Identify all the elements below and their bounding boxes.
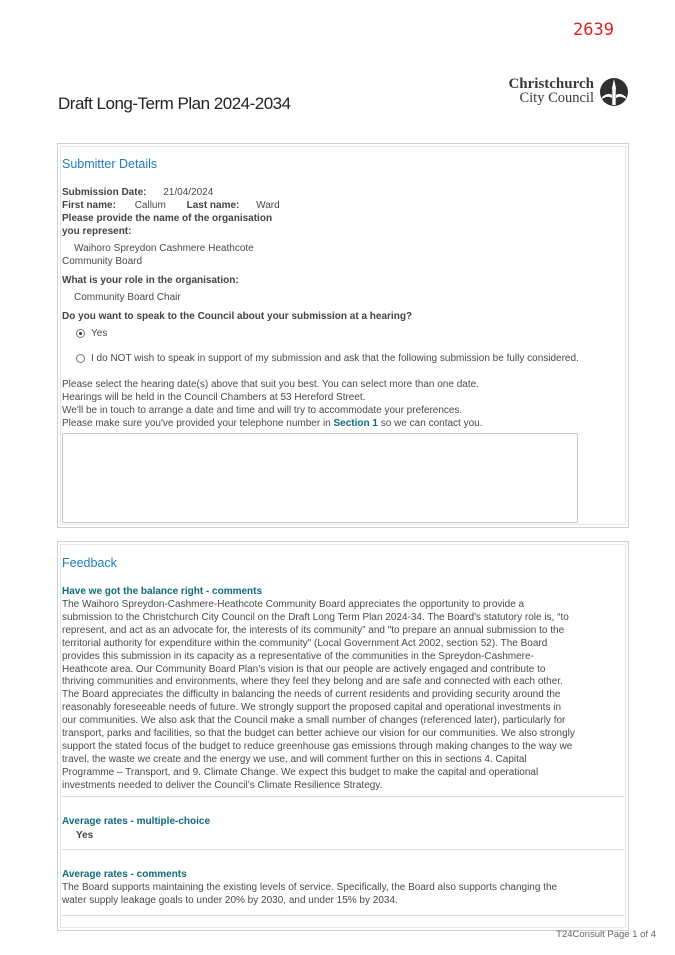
q2-title: Average rates - multiple-choice <box>62 816 211 827</box>
page-footer: T24Consult Page 1 of 4 <box>556 929 656 940</box>
document-title: Draft Long-Term Plan 2024-2034 <box>58 94 291 113</box>
submitter-details-title: Submitter Details <box>62 157 158 171</box>
org-question-line2: you represent: <box>62 226 132 237</box>
radio-selected-icon[interactable] <box>76 329 85 338</box>
divider <box>62 849 624 850</box>
q1-line: territorial authority for expenditure within the community" (Local Government Act 2002, section 52). The Board <box>62 637 548 649</box>
option-yes[interactable] <box>76 327 107 340</box>
q3-comment <box>62 882 582 908</box>
q1-comment <box>62 599 582 793</box>
q1-line: investments needed to deliver the Council’s Climate Resilience Strategy. <box>62 779 383 791</box>
first-name-label: First name: <box>62 200 116 211</box>
org-answer-line1: Waihoro Spreydon Cashmere Heathcote <box>74 243 254 254</box>
hearing-note-line4 <box>62 417 483 430</box>
last-name-label: Last name: <box>186 200 240 211</box>
name-row <box>62 199 280 212</box>
q1-line: represent, and act as an advocate for, the interests of its community” and "to prepare an annual submission to the <box>62 624 565 636</box>
q1-line: provides this submission in its capacity as a representative of the communities in the Spreydon-Cashmere- <box>62 650 534 662</box>
hearing-question: Do you want to speak to the Council about your submission at a hearing? <box>62 311 413 322</box>
q1-line: our communities. We also ask that the Council make a small number of changes (referenced later), particularly for <box>62 715 566 727</box>
council-logo <box>499 76 629 108</box>
q1-line: travel, the waste we create and the energy we use, and will comment further on this in sections 4. Capital <box>62 753 527 765</box>
submission-date-label: Submission Date: <box>62 187 147 198</box>
hearing-dates-field[interactable] <box>62 433 578 523</box>
hearing-note-line1: Please select the hearing date(s) above that suit you best. You can select more than one date. <box>62 379 479 390</box>
org-question-line1: Please provide the name of the organisation <box>62 213 273 224</box>
divider <box>62 796 624 797</box>
note-line4-prefix: Please make sure you've provided your telephone number in <box>62 418 334 429</box>
option-yes-label: Yes <box>91 328 108 339</box>
hearing-note-line2: Hearings will be held in the Council Chambers at 53 Hereford Street. <box>62 392 366 403</box>
logo-line2: City Council <box>519 90 594 106</box>
radio-unselected-icon[interactable] <box>76 354 85 363</box>
q1-line: reasonably foreseeable needs of future. We strongly support the proposed capital and operational investments in <box>62 702 562 714</box>
feedback-panel <box>57 541 629 931</box>
note-line4-suffix: so we can contact you. <box>377 418 483 429</box>
q1-line: transport, parks and facilities, so that the budget can better achieve our vision for our communities. We also strongly <box>62 728 575 740</box>
cathedral-logo-icon <box>599 77 629 107</box>
role-question: What is your role in the organisation: <box>62 275 239 286</box>
q1-line: The Board appreciates the difficulty in balancing the needs of current residents and providing security around the <box>62 689 561 701</box>
hearing-note-line3: We'll be in touch to arrange a date and time and will try to accommodate your preferences. <box>62 405 463 416</box>
submitter-details-panel <box>57 143 629 528</box>
q2-answer: Yes <box>76 830 94 841</box>
submission-date-value: 21/04/2024 <box>163 187 214 198</box>
q3-line: The Board supports maintaining the existing levels of service. Specifically, the Board also supports changing the <box>62 882 558 893</box>
section-1-link[interactable]: Section 1 <box>333 418 378 429</box>
q1-title: Have we got the balance right - comments <box>62 586 263 597</box>
q1-line: The Waihoro Spreydon-Cashmere-Heathcote Community Board appreciates the opportunity to provide a <box>62 599 525 610</box>
q1-line: Heathcote area. Our Community Board Plan’s vision is that our people are actively engaged and contribute to <box>62 663 546 675</box>
q3-title: Average rates - comments <box>62 869 187 880</box>
q3-line: water supply leakage goals to under 20% by 2030, and under 15% by 2034. <box>62 894 398 906</box>
submission-date-row <box>62 186 213 199</box>
q1-line: Programme – Transport, and 9. Climate Change. We expect this budget to make the capital and operational <box>62 766 539 778</box>
q1-line: submission to the Christchurch City Council on the Draft Long Term Plan 2024-34. The Board's statutory role is, “to <box>62 611 569 623</box>
first-name-value: Callum <box>134 200 166 211</box>
q1-line: thriving communities and environments, where they feel they belong and are safe and connected with each other. <box>62 676 563 688</box>
last-name-value: Ward <box>256 200 280 211</box>
logo-line1: Christchurch <box>508 76 594 92</box>
option-no-label: I do NOT wish to speak in support of my submission and ask that the following submission be fully considered. <box>91 353 579 364</box>
option-no[interactable] <box>76 352 579 365</box>
feedback-title: Feedback <box>62 556 117 570</box>
divider <box>62 915 624 916</box>
q1-line: support the stated focus of the budget to reduce greenhouse gas emissions through making changes to the way we <box>62 740 573 752</box>
page-number: 2639 <box>573 20 614 40</box>
org-answer-line2: Community Board <box>62 256 143 267</box>
role-answer: Community Board Chair <box>74 292 181 303</box>
